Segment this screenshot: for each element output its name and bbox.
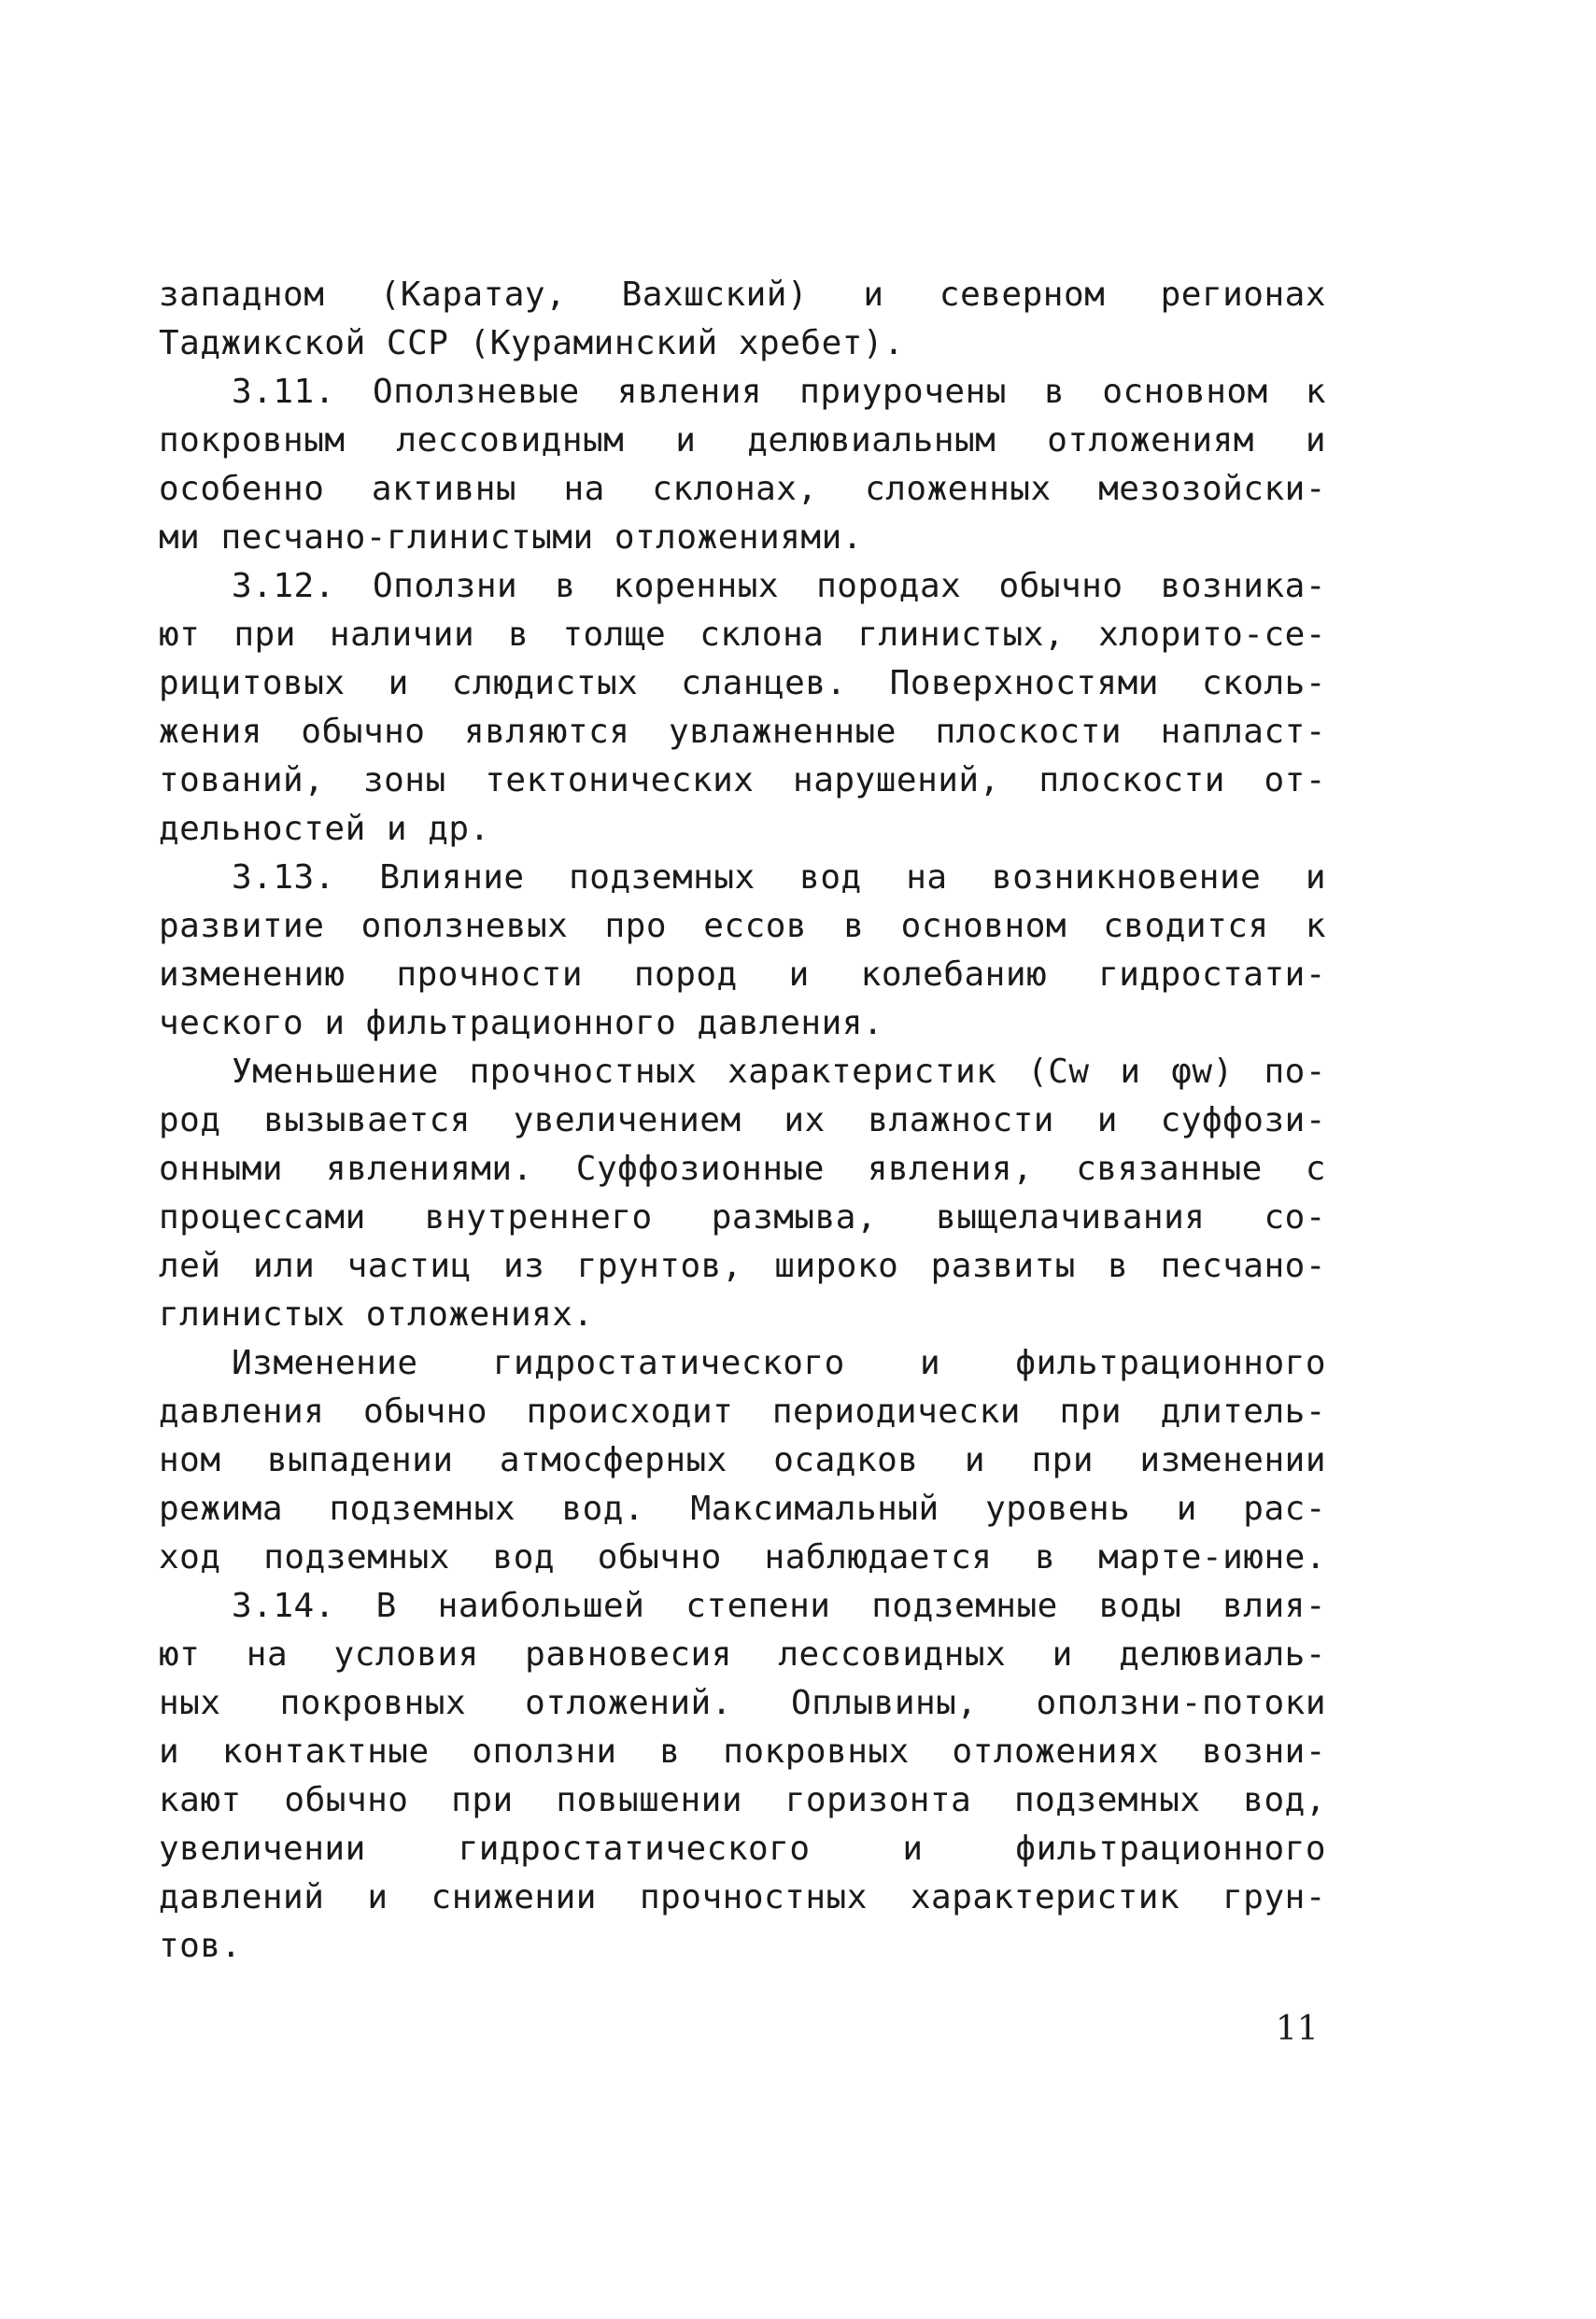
page-number: 11	[1276, 2010, 1319, 2048]
text-line: кают обычно при повышении горизонта подземных вод,	[159, 1781, 1326, 1819]
text-line: тований, зоны тектонических нарушений, плоскости от-	[159, 761, 1326, 799]
paragraph-strength-start: Уменьшение прочностных характеристик (Cw и φw) по-	[232, 1053, 1326, 1091]
text-line: ют при наличии в толще склона глинистых, хлорито-се-	[159, 615, 1326, 654]
text-line: тов.	[159, 1927, 242, 1965]
text-line: глинистых отложениях.	[159, 1295, 594, 1334]
text-line: увеличении гидростатического и фильтрационного	[159, 1830, 1326, 1868]
paragraph-3-12-start: 3.12. Оползни в коренных породах обычно возника-	[232, 567, 1326, 605]
paragraph-3-11-start: 3.11. Оползневые явления приурочены в основном к	[232, 373, 1326, 411]
text-line: род вызывается увеличением их влажности и суффози-	[159, 1101, 1326, 1139]
text-line: ми песчано-глинистыми отложениями.	[159, 518, 863, 557]
text-line: западном (Каратау, Вахшский) и северном регионах	[159, 276, 1326, 314]
text-line: ют на условия равновесия лессовидных и делювиаль-	[159, 1635, 1326, 1674]
paragraph-3-13-start: 3.13. Влияние подземных вод на возникновение и	[232, 858, 1326, 897]
text-line: онными явлениями. Суффозионные явления, связанные с	[159, 1150, 1326, 1188]
text-line: развитие оползневых про ессов в основном сводится к	[159, 907, 1326, 945]
text-line: давлений и снижении прочностных характеристик грун-	[159, 1878, 1326, 1916]
text-line: режима подземных вод. Максимальный уровень и рас-	[159, 1490, 1326, 1528]
text-line: особенно активны на склонах, сложенных мезозойски-	[159, 470, 1326, 508]
text-line: ных покровных отложений. Оплывины, оползни-потоки	[159, 1684, 1326, 1722]
text-line: дельностей и др.	[159, 810, 490, 848]
text-line: и контактные оползни в покровных отложениях возни-	[159, 1732, 1326, 1771]
text-line: ном выпадении атмосферных осадков и при изменении	[159, 1441, 1326, 1479]
paragraph-3-14-start: 3.14. В наибольшей степени подземные воды влия-	[232, 1587, 1326, 1625]
text-line: давления обычно происходит периодически при длитель-	[159, 1393, 1326, 1431]
text-line: ход подземных вод обычно наблюдается в марте-июне.	[159, 1538, 1326, 1577]
text-line: процессами внутреннего размыва, выщелачивания со-	[159, 1198, 1326, 1237]
text-line: изменению прочности пород и колебанию гидростати-	[159, 955, 1326, 994]
text-line: Таджикской ССР (Кураминский хребет).	[159, 324, 905, 362]
text-line: жения обычно являются увлажненные плоскости напласт-	[159, 713, 1326, 751]
text-line: покровным лессовидным и делювиальным отложениям и	[159, 421, 1326, 460]
text-line: ческого и фильтрационного давления.	[159, 1004, 884, 1042]
paragraph-pressure-start: Изменение гидростатического и фильтрационного	[232, 1344, 1326, 1382]
text-line: рицитовых и слюдистых сланцев. Поверхностями сколь-	[159, 664, 1326, 702]
text-line: лей или частиц из грунтов, широко развиты в песчано-	[159, 1247, 1326, 1285]
body-text	[159, 271, 1326, 1971]
